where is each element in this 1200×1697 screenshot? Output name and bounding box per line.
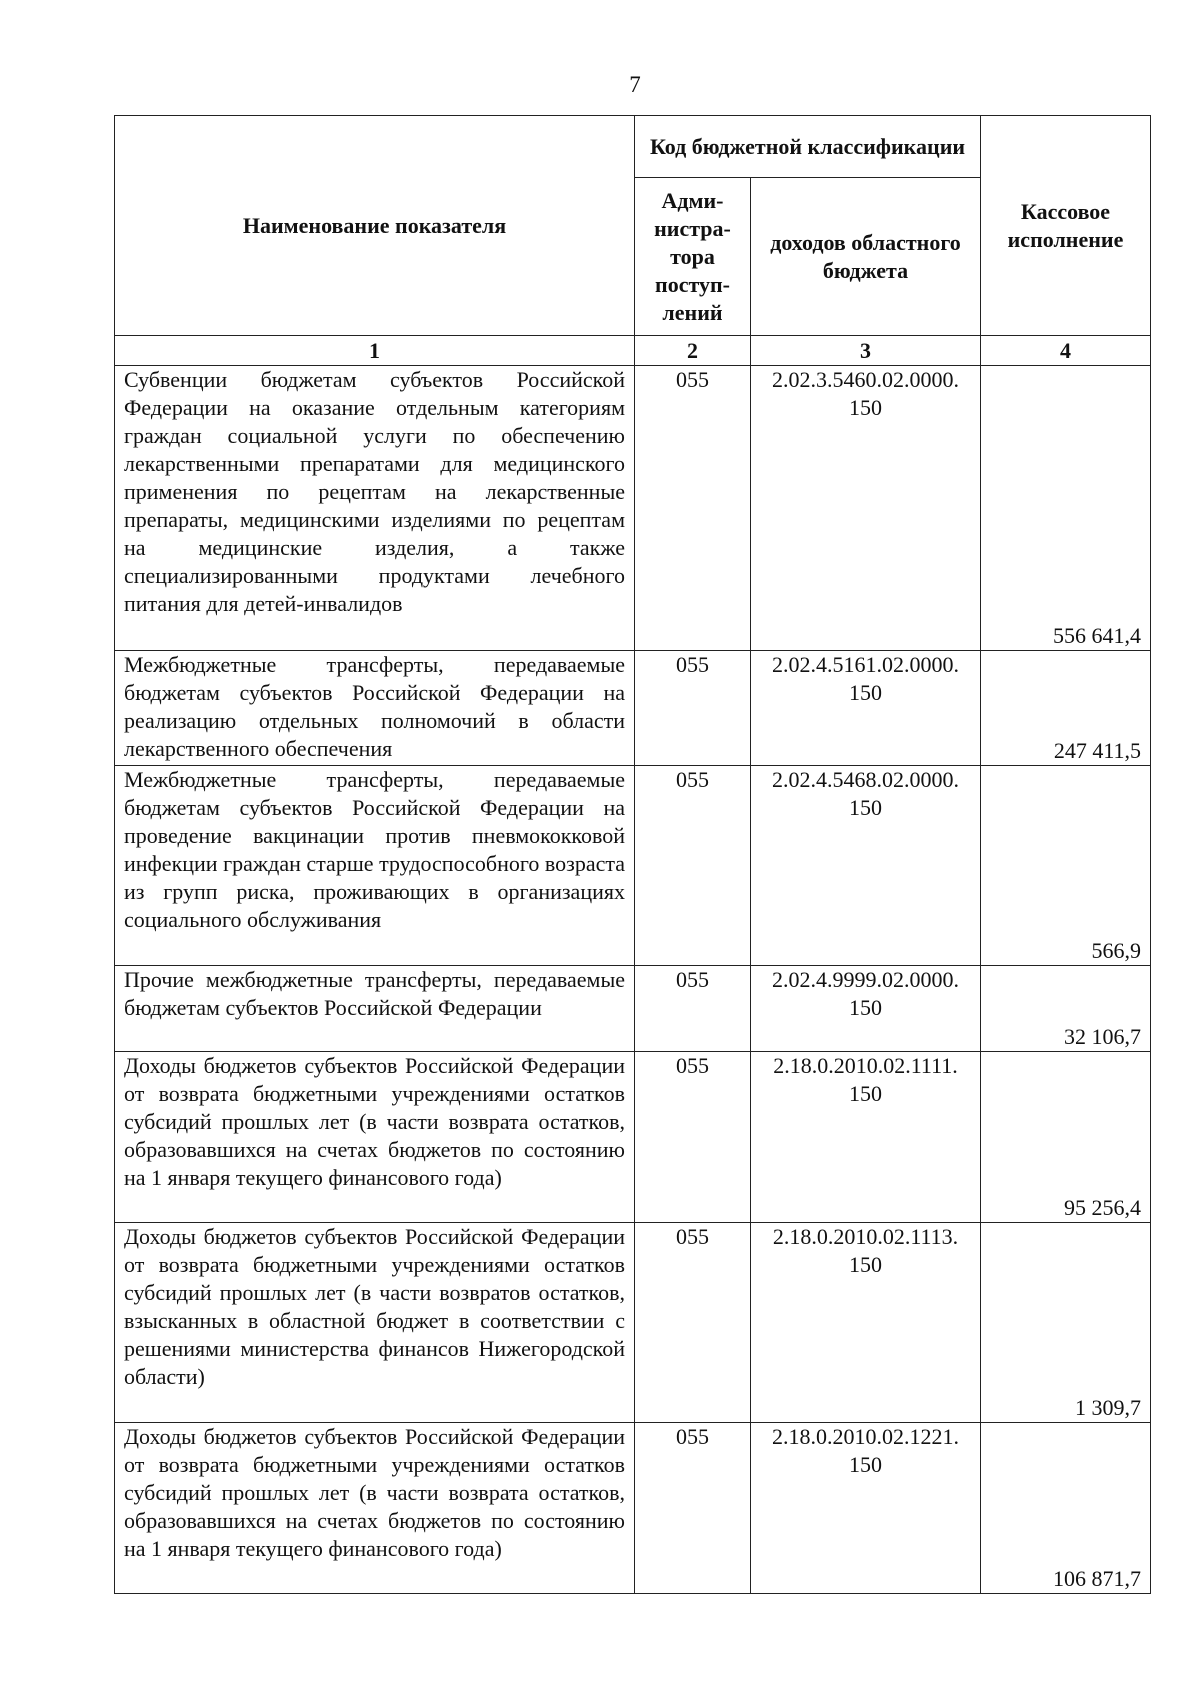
page-number: 7 bbox=[629, 72, 641, 97]
row-name: Доходы бюджетов субъектов Российской Федерации от возврата бюджетными учреждениями остатков субсидий прошлых лет (в части возвратов остатков, взысканных в областной бюджет в соответствии с решениями министерства финансов Нижегородской области) bbox=[115, 1223, 635, 1423]
row-budget-code: 2.02.4.5468.02.0000. 150 bbox=[751, 766, 981, 966]
row-admin-code: 055 bbox=[635, 366, 751, 651]
row-amount: 95 256,4 bbox=[981, 1052, 1151, 1223]
row-budget-code: 2.02.4.9999.02.0000. 150 bbox=[751, 966, 981, 1052]
row-budget-code: 2.18.0.2010.02.1113. 150 bbox=[751, 1223, 981, 1423]
row-name: Межбюджетные трансферты, передаваемые бюджетам субъектов Российской Федерации на проведение вакцинации против пневмококковой инфекции граждан старше трудоспособного возраста из групп риска, проживающих в организациях социального обслуживания bbox=[115, 766, 635, 966]
budget-table bbox=[114, 115, 1151, 1594]
header-admin: Адми-нистра-тора поступ-лений bbox=[635, 178, 751, 336]
row-admin-code: 055 bbox=[635, 1223, 751, 1423]
row-name: Межбюджетные трансферты, передаваемые бюджетам субъектов Российской Федерации на реализацию отдельных полномочий в области лекарственного обеспечения bbox=[115, 651, 635, 766]
table-row bbox=[115, 651, 1151, 766]
header-code-group: Код бюджетной классификации bbox=[635, 116, 981, 178]
row-amount: 566,9 bbox=[981, 766, 1151, 966]
row-amount: 556 641,4 bbox=[981, 366, 1151, 651]
header-amount: Кассовое исполнение bbox=[981, 116, 1151, 336]
table-row bbox=[115, 1223, 1151, 1423]
column-number: 1 bbox=[115, 336, 635, 366]
table-row bbox=[115, 1052, 1151, 1223]
column-number: 4 bbox=[981, 336, 1151, 366]
header-name: Наименование показателя bbox=[115, 116, 635, 336]
column-number: 2 bbox=[635, 336, 751, 366]
row-budget-code: 2.02.3.5460.02.0000. 150 bbox=[751, 366, 981, 651]
row-admin-code: 055 bbox=[635, 1052, 751, 1223]
row-admin-code: 055 bbox=[635, 966, 751, 1052]
row-name: Доходы бюджетов субъектов Российской Федерации от возврата бюджетными учреждениями остатков субсидий прошлых лет (в части возврата остатков, образовавшихся на счетах бюджетов по состоянию на 1 января текущего финансового года) bbox=[115, 1423, 635, 1594]
row-amount: 106 871,7 bbox=[981, 1423, 1151, 1594]
row-name: Доходы бюджетов субъектов Российской Федерации от возврата бюджетными учреждениями остатков субсидий прошлых лет (в части возврата остатков, образовавшихся на счетах бюджетов по состоянию на 1 января текущего финансового года) bbox=[115, 1052, 635, 1223]
row-name: Прочие межбюджетные трансферты, передаваемые бюджетам субъектов Российской Федерации bbox=[115, 966, 635, 1052]
header-income: доходов областного бюджета bbox=[751, 178, 981, 336]
table-row bbox=[115, 766, 1151, 966]
row-amount: 32 106,7 bbox=[981, 966, 1151, 1052]
row-name: Субвенции бюджетам субъектов Российской Федерации на оказание отдельным категориям граждан социальной услуги по обеспечению лекарственными препаратами для медицинского применения по рецептам на лекарственные препараты, медицинскими изделиями по рецептам на медицинские изделия, а также специализированными продуктами лечебного питания для детей-инвалидов bbox=[115, 366, 635, 651]
column-numbers-row bbox=[115, 336, 1151, 366]
table-row bbox=[115, 366, 1151, 651]
row-amount: 247 411,5 bbox=[981, 651, 1151, 766]
table-row bbox=[115, 1423, 1151, 1594]
row-budget-code: 2.18.0.2010.02.1221. 150 bbox=[751, 1423, 981, 1594]
row-budget-code: 2.02.4.5161.02.0000. 150 bbox=[751, 651, 981, 766]
row-budget-code: 2.18.0.2010.02.1111. 150 bbox=[751, 1052, 981, 1223]
row-admin-code: 055 bbox=[635, 651, 751, 766]
row-amount: 1 309,7 bbox=[981, 1223, 1151, 1423]
row-admin-code: 055 bbox=[635, 1423, 751, 1594]
table-row bbox=[115, 966, 1151, 1052]
row-admin-code: 055 bbox=[635, 766, 751, 966]
column-number: 3 bbox=[751, 336, 981, 366]
